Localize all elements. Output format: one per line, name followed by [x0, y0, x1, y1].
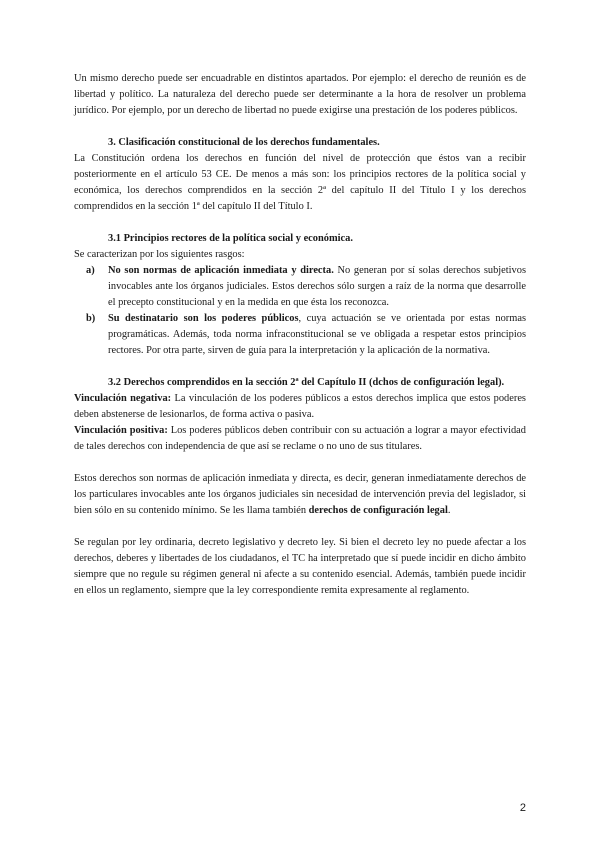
legal-configuration-term: derechos de configuración legal [308, 505, 448, 516]
section-3-1-lead: Se caracterizan por los siguientes rasgos: [74, 249, 245, 260]
section-3-body: La Constitución ordena los derechos en función del nivel de protección que éstos van a recibir posteriormente en el artículo 53 CE. De menos a más son: los principios rectores de la política social y económica, los derechos comprendidos en la sección 2ª del capítulo II del Título I y los derechos comprendidos en la sección 1ª del capítulo II del Título I. [74, 153, 526, 212]
list-item-text [108, 263, 526, 311]
list-item-bold: Su destinatario son los poderes públicos [108, 313, 299, 324]
section-3-2-heading: 3.2 Derechos comprendidos en la sección 2ª del Capítulo II (dchos de configuración legal). [108, 377, 505, 388]
list-marker: b) [86, 313, 96, 324]
list-item [74, 263, 526, 311]
negative-binding-label: Vinculación negativa: [74, 393, 172, 404]
page-number: 2 [519, 802, 526, 814]
list-item-text [108, 311, 526, 359]
section-3-heading: 3. Clasificación constitucional de los derechos fundamentales. [108, 137, 380, 148]
document-page [74, 71, 526, 599]
negative-binding-text: La vinculación de los poderes públicos a estos derechos implica que estos poderes deben abstenerse de lesionarlos, de forma activa o pasiva. [74, 393, 526, 420]
list-marker: a) [86, 265, 95, 276]
positive-binding-paragraph [74, 423, 526, 455]
list-item-rest: , cuya actuación se ve orientada por estas normas programáticas. Además, toda norma infraconstitucional se ve obligada a respetar estos principios rectores. Por otra parte, sirven de guía para la interpretación y la aplicación de la normativa. [108, 313, 527, 356]
list-item [74, 311, 526, 359]
list-item-bold: No son normas de aplicación inmediata y directa. [108, 265, 334, 276]
legal-configuration-end: . [447, 505, 451, 516]
legal-configuration-paragraph [74, 471, 526, 519]
positive-binding-label: Vinculación positiva: [74, 425, 168, 436]
intro-paragraph: Un mismo derecho puede ser encuadrable en distintos apartados. Por ejemplo: el derecho de reunión es de libertad y político. La naturaleza del derecho puede ser determinante a la hora de resolver un problema jurídico. Por ejemplo, por un derecho de libertad no puede exigirse una prestación de los poderes públicos. [74, 73, 526, 116]
list-item-rest: No generan por sí solas derechos subjetivos invocables ante los órganos judiciales. Estos derechos sólo surgen a raíz de la norma que desarrolle el precepto constitucional y en la medida en que ésta los reconozca. [108, 265, 526, 308]
section-3-1-heading: 3.1 Principios rectores de la política social y económica. [108, 233, 353, 244]
legal-configuration-text: Estos derechos son normas de aplicación inmediata y directa, es decir, generan inmediatamente derechos de los particulares invocables ante los órganos judiciales sin necesidad de intervención previa del legislador, si bien sólo en su contenido mínimo. Se les llama también [74, 473, 526, 516]
negative-binding-paragraph [74, 391, 526, 423]
positive-binding-text: Los poderes públicos deben contribuir con su actuación a lograr a mayor efectividad de tales derechos con independencia de que así se reclame o no uno de sus titulares. [74, 425, 526, 452]
regulation-paragraph: Se regulan por ley ordinaria, decreto legislativo y decreto ley. Si bien el decreto ley no puede afectar a los derechos, deberes y libertades de los ciudadanos, el TC ha interpretado que sí puede incidir en dicho ámbito siempre que no regule su régimen general ni afecte a su contenido esencial. Además, también puede incidir en ellos un reglamento, siempre que la ley correspondiente remita expresamente al reglamento. [74, 537, 526, 596]
